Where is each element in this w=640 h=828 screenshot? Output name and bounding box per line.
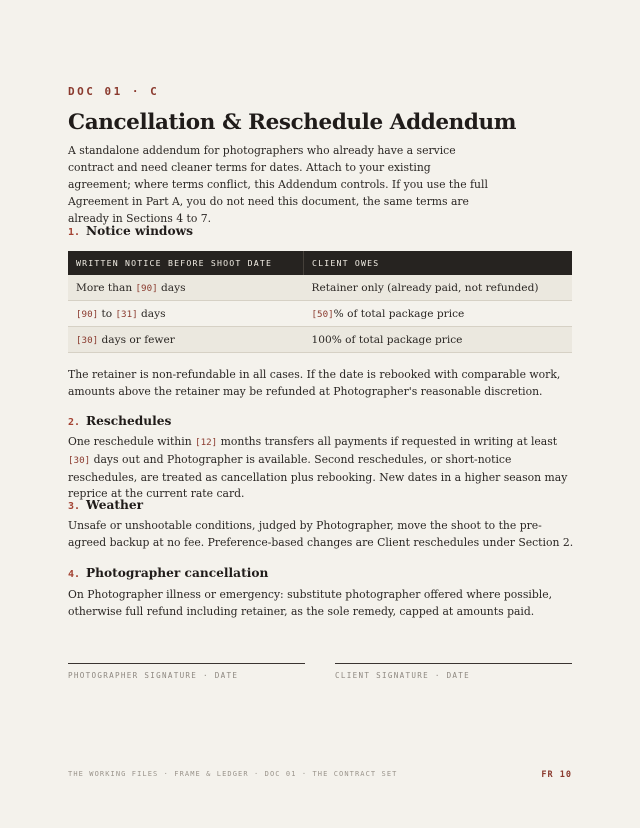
section-number: 1. [68, 227, 81, 238]
section-number: 3. [68, 501, 81, 512]
section-4-heading [68, 566, 268, 580]
intro-paragraph: A standalone addendum for photographers who already have a service contract and need cleaner terms for dates. Attach to your existing agreement; where terms conflict, this Addendum controls. If you use the full Agreement in Part A, you do not need this document, the same terms are already in Sections 4 to 7. [68, 144, 488, 225]
placeholder-value: [12] [195, 437, 218, 448]
section-number: 2. [68, 417, 81, 428]
notice-windows-table [68, 251, 572, 353]
paragraph-text: months transfers all payments if requested in writing at least [217, 435, 558, 448]
cell-text: Retainer only (already paid, not refunded) [311, 281, 539, 294]
footer-credits: THE WORKING FILES · FRAME & LEDGER · DOC 01 · THE CONTRACT SET [68, 770, 398, 778]
section-title: Weather [86, 498, 144, 512]
photographer-signature-label: PHOTOGRAPHER SIGNATURE · DATE [68, 671, 239, 680]
section-3-heading [68, 498, 143, 512]
notice-cell [68, 301, 304, 327]
cell-text: to [98, 307, 116, 320]
owes-cell [304, 327, 573, 353]
table-row [68, 301, 572, 327]
section-number: 4. [68, 569, 81, 580]
client-signature-line[interactable] [335, 663, 572, 664]
doc-code: DOC 01 · C [68, 85, 160, 98]
placeholder-value: [31] [115, 308, 138, 320]
section-2-heading [68, 414, 171, 428]
column-header-client-owes: CLIENT OWES [304, 251, 573, 275]
table-row [68, 327, 572, 353]
cell-text: days [157, 281, 186, 294]
weather-paragraph: Unsafe or unshootable conditions, judged by Photographer, move the shoot to the pre-agreed backup at no fee. Preference-based changes are Client reschedules under Section 2. [68, 519, 574, 549]
notice-cell [68, 275, 304, 301]
table-row [68, 275, 572, 301]
retainer-note: The retainer is non-refundable in all cases. If the date is rebooked with comparable work, amounts above the retainer may be refunded at Photographer's reasonable discretion. [68, 368, 561, 398]
cell-text: More than [76, 281, 136, 294]
photographer-signature-line[interactable] [68, 663, 305, 664]
cell-text: 100% of total package price [311, 333, 463, 346]
owes-cell [304, 275, 573, 301]
section-title: Notice windows [86, 224, 193, 238]
section-title: Photographer cancellation [86, 566, 269, 580]
placeholder-value: [30] [76, 334, 99, 346]
paragraph-text: One reschedule within [68, 435, 196, 448]
column-header-notice: WRITTEN NOTICE BEFORE SHOOT DATE [68, 251, 304, 275]
placeholder-value: [30] [68, 454, 91, 466]
photographer-cancellation-paragraph: On Photographer illness or emergency: substitute photographer offered where possible, otherwise full refund including retainer, as the sole remedy, capped at amounts paid. [68, 588, 553, 618]
cell-text: days [137, 307, 166, 320]
page-title: Cancellation & Reschedule Addendum [68, 110, 517, 135]
notice-cell [68, 327, 304, 353]
section-title: Reschedules [86, 414, 172, 428]
paragraph-text: days out and Photographer is available. Second reschedules, or short-notice reschedules, are treated as cancellation plus rebooking. New dates in a higher season may reprice at the current rate card. [68, 452, 568, 501]
page-number: FR 10 [541, 770, 572, 780]
owes-cell [304, 301, 573, 327]
cell-text: days or fewer [98, 333, 175, 346]
placeholder-value: [50] [311, 308, 334, 320]
client-signature-label: CLIENT SIGNATURE · DATE [335, 671, 471, 680]
table-header-row [68, 251, 572, 275]
section-1-heading [68, 224, 193, 238]
reschedules-paragraph [68, 434, 574, 503]
placeholder-value: [90] [135, 282, 158, 294]
placeholder-value: [90] [76, 308, 99, 320]
cell-text: % of total package price [333, 307, 465, 320]
